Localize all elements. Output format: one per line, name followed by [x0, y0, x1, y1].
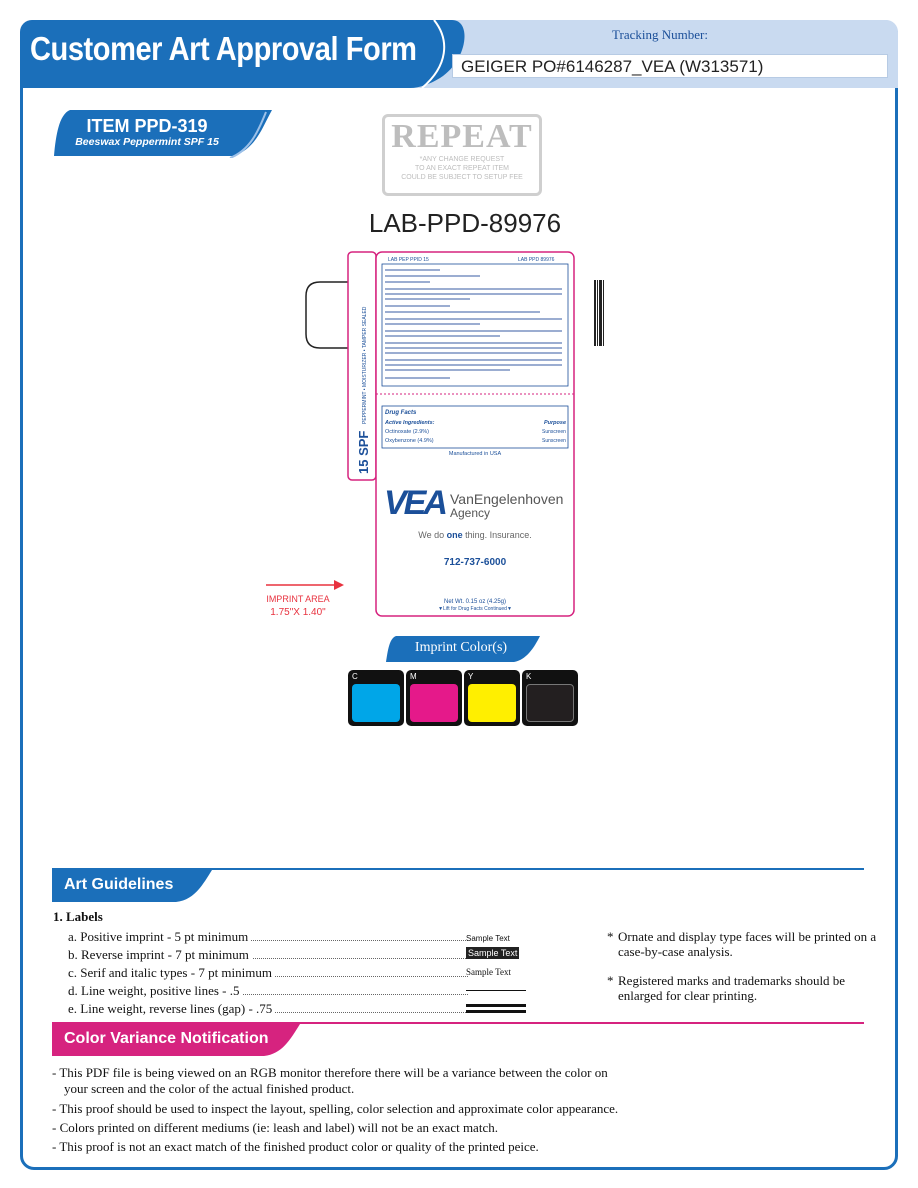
- purpose-label: Purpose: [544, 420, 567, 426]
- guideline-row: [68, 929, 468, 945]
- page-title: Customer Art Approval Form: [30, 30, 417, 67]
- guideline-note: [607, 973, 877, 1005]
- art-guidelines-header: [52, 870, 212, 902]
- product-label-proof: [250, 248, 630, 628]
- ingredient-2: Oxybenzone (4.9%): [385, 438, 434, 444]
- net-weight: Net Wt. 0.15 oz (4.25g): [443, 599, 507, 605]
- imprint-area-label: IMPRINT AREA: [266, 594, 330, 604]
- barcode: [594, 280, 604, 346]
- swatch-fill: [352, 684, 400, 722]
- swatch-letter: M: [410, 672, 417, 681]
- tracking-number-label: Tracking Number:: [612, 27, 708, 42]
- side-flap-subtext: PEPPERMINT • MOISTURIZER • TAMPER SEALED: [362, 306, 368, 424]
- active-ingredients-label: Active Ingredients:: [385, 420, 435, 426]
- imprint-area-size: 1.75"X 1.40": [270, 607, 326, 618]
- swatch-fill: [468, 684, 516, 722]
- vea-logo-mark: VEA: [384, 484, 445, 522]
- color-variance-title: Color Variance Notification: [64, 1030, 269, 1047]
- color-variance-line: - This PDF file is being viewed on an RGB monitor therefore there will be a variance between the color on: [52, 1065, 608, 1080]
- label-top-left: LAB PEP PPID 15: [388, 257, 429, 263]
- tagline-post: thing. Insurance.: [462, 530, 532, 540]
- guideline-text: c. Serif and italic types - 7 pt minimum: [68, 965, 275, 980]
- color-variance-line: - This proof should be used to inspect the layout, spelling, color selection and approximate color appearance.: [52, 1101, 619, 1116]
- header: [20, 20, 898, 88]
- item-name: Beeswax Peppermint SPF 15: [75, 136, 219, 148]
- lift-note: ▼Lift for Drug Facts Continued▼: [438, 606, 512, 612]
- guideline-text: e. Line weight, reverse lines (gap) - .75: [68, 1001, 275, 1016]
- side-flap-spf: 15 SPF: [356, 430, 371, 474]
- made-in-usa: Manufactured in USA: [448, 451, 502, 457]
- sample-reverse-line-bottom: [466, 1010, 526, 1013]
- guideline-row: [68, 983, 468, 999]
- repeat-stamp: [382, 114, 542, 196]
- tagline-pre: We do: [418, 530, 447, 540]
- drug-facts-title: Drug Facts: [385, 410, 417, 416]
- imprint-colors-title: Imprint Color(s): [414, 640, 508, 655]
- swatch-letter: Y: [468, 672, 474, 681]
- swatch-letter: K: [526, 672, 532, 681]
- guideline-row: [68, 947, 468, 963]
- swatch-letter: C: [352, 672, 358, 681]
- swatch-cyan: [348, 670, 404, 726]
- tagline: [418, 530, 531, 540]
- ingredient-2-purpose: Sunscreen: [542, 438, 566, 444]
- sample-serif: Sample Text: [466, 967, 511, 977]
- color-variance-line: - This proof is not an exact match of the finished product color or quality of the printed peice.: [52, 1139, 539, 1154]
- guideline-row: [68, 1001, 468, 1017]
- label-top-right: LAB PPD 89976: [518, 257, 555, 263]
- sample-reverse-line-top: [466, 1004, 526, 1007]
- item-badge: [52, 108, 274, 158]
- item-code: ITEM PPD-319: [86, 116, 208, 136]
- note-text: Registered marks and trademarks should be enlarged for clear printing.: [618, 973, 846, 1003]
- swatch-magenta: [406, 670, 462, 726]
- sample-positive-line: [466, 990, 526, 991]
- note-asterisk: *: [607, 929, 614, 944]
- note-text: Ornate and display type faces will be printed on a case-by-case analysis.: [618, 929, 877, 959]
- swatch-fill: [410, 684, 458, 722]
- swatch-black: [522, 670, 578, 726]
- color-variance-line: your screen and the color of the actual finished product.: [64, 1081, 355, 1096]
- tracking-number-field: GEIGER PO#6146287_VEA (W313571): [452, 54, 888, 78]
- guideline-text: b. Reverse imprint - 7 pt minimum: [68, 947, 252, 962]
- company-name-line-2: Agency: [450, 506, 491, 520]
- tab-outline: [306, 282, 348, 348]
- sample-positive: Sample Text: [466, 934, 510, 943]
- sample-reverse: Sample Text: [468, 948, 518, 958]
- lab-code: LAB-PPD-89976: [368, 208, 562, 238]
- ingredient-1-purpose: Sunscreen: [542, 429, 566, 435]
- color-variance-line: - Colors printed on different mediums (ie: leash and label) will not be an exact match.: [52, 1120, 498, 1135]
- color-variance-header: [52, 1024, 300, 1056]
- tagline-bold: one: [446, 530, 463, 540]
- repeat-stamp-title: REPEAT: [391, 118, 533, 155]
- note-asterisk: *: [607, 973, 614, 988]
- company-name-line-1: VanEngelenhoven: [450, 491, 564, 507]
- guideline-row: [68, 965, 468, 981]
- guideline-text: a. Positive imprint - 5 pt minimum: [68, 929, 251, 944]
- swatch-fill: [526, 684, 574, 722]
- repeat-stamp-note: *ANY CHANGE REQUEST TO AN EXACT REPEAT ITEM COULD BE SUBJECT TO SETUP FEE: [401, 156, 523, 181]
- phone-number: 712-737-6000: [443, 557, 507, 568]
- swatch-yellow: [464, 670, 520, 726]
- imprint-area-arrow: [266, 580, 344, 590]
- guideline-note: [607, 929, 877, 961]
- ingredient-1: Octinoxate (2.9%): [385, 429, 430, 435]
- guideline-text: d. Line weight, positive lines - .5: [68, 983, 243, 998]
- art-guidelines-title: Art Guidelines: [64, 876, 174, 893]
- imprint-colors-header: [386, 636, 540, 662]
- labels-section-title: 1. Labels: [53, 909, 103, 924]
